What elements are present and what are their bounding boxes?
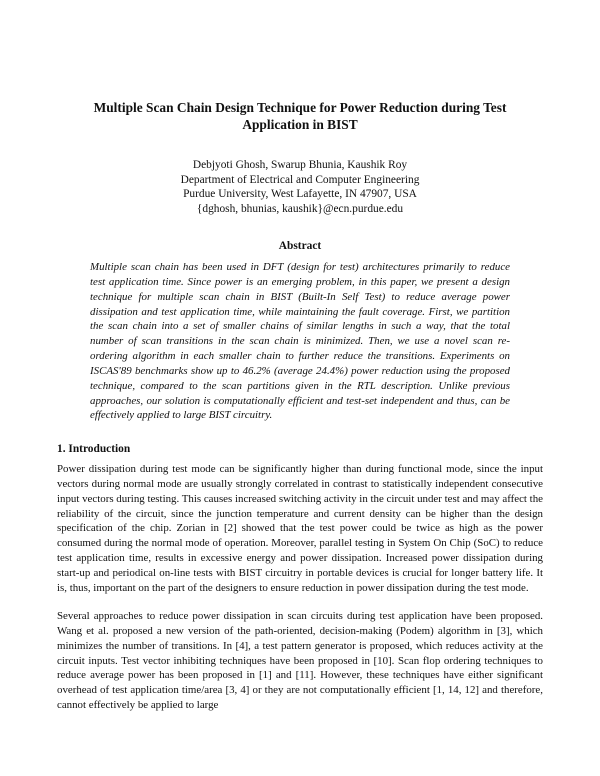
- author-emails: {dghosh, bhunias, kaushik}@ecn.purdue.edu: [196, 202, 404, 215]
- author-department: Department of Electrical and Computer Engineering: [180, 173, 420, 186]
- paper-title: Multiple Scan Chain Design Technique for Power Reduction during Test Application in BIST: [93, 100, 507, 132]
- introduction-paragraph-1: Power dissipation during test mode can be significantly higher than during functional mode, since the input vectors during normal mode are usually strongly correlated in contrast to statistically independent consecutive input vectors during testing. This causes increased switching activity in the circuit under test and may affect the reliability of the circuit, since the junction temperature and current density can be higher than the design specification of the chip. Zorian in [2] showed that the test power could be twice as high as the power consumed during the normal mode of operation. Moreover, parallel testing in System On Chip (SoC) to reduce test application time, results in excessive energy and power dissipation. Increased power dissipation during start-up and periodical on-line tests with BIST circuitry in portable devices is crucial for longer battery life. It is, thus, important on the part of the designers to ensure reduction in power dissipation during the test mode.: [57, 463, 543, 594]
- introduction-paragraph-2: Several approaches to reduce power dissipation in scan circuits during test application have been proposed. Wang et al. proposed a new version of the path-oriented, decision-making (Podem) algorithm in [3], which minimizes the number of transitions. In [4], a test pattern generator is proposed, which reduces activity at the circuit inputs. Test vector inhibiting techniques have been proposed in [10]. Scan flop ordering techniques to reduce average power has been proposed in [1] and [11]. However, these techniques have either significant overhead of test application time/area [3, 4] or they are not computationally efficient [1, 14, 12] and therefore, cannot effectively be applied to large: [57, 610, 543, 712]
- author-institution: Purdue University, West Lafayette, IN 47907, USA: [183, 188, 417, 201]
- introduction-heading: 1. Introduction: [57, 443, 131, 455]
- author-block: [100, 158, 500, 216]
- abstract-heading: Abstract: [278, 240, 322, 252]
- author-names: Debjyoti Ghosh, Swarup Bhunia, Kaushik Roy: [192, 159, 408, 171]
- abstract-text: Multiple scan chain has been used in DFT (design for test) architectures primarily to reduce test application time. Since power is an emerging problem, in this paper, we present a design technique for multiple scan chain in BIST (Built-In Self Test) to reduce average power dissipation and test application time, while maintaining the fault coverage. First, we partition the scan chain into a set of smaller chains of similar lengths in such a way, that the total number of scan transitions in the scan chain is minimized. Then, we use a novel scan re-ordering algorithm in each smaller chain to further reduce the transitions. Experiments on ISCAS'89 benchmarks show up to 46.2% (average 24.4%) power reduction using the proposed technique, compared to the scan partitions given in the RTL description. Unlike previous approaches, our solution is computationally efficient and test-set independent and thus, can be effectively applied to large BIST circuitry.: [90, 261, 510, 422]
